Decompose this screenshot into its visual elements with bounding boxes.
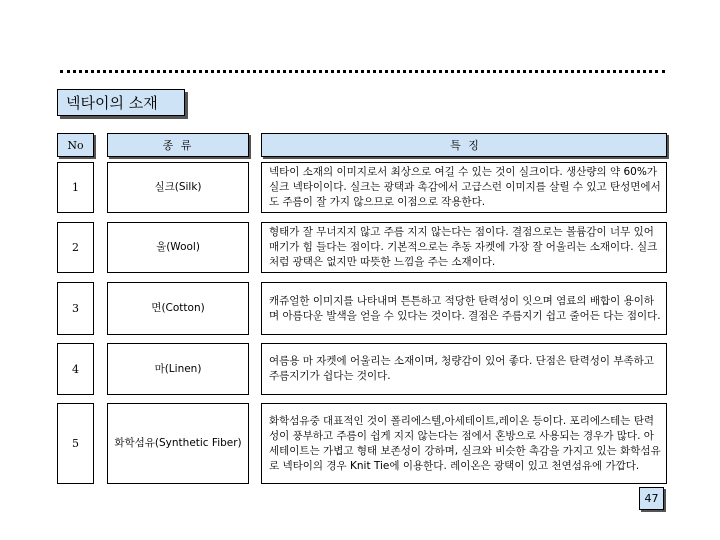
page-number: 47 bbox=[639, 487, 664, 510]
row-kind: 마(Linen) bbox=[107, 343, 249, 395]
table-header bbox=[57, 133, 667, 157]
row-feature: 넥타이 소재의 이미지로서 최상으로 여길 수 있는 것이 실크이다. 생산량의 약 60%가 실크 넥타이이다. 실크는 광택과 촉감에서 고급스런 이미지를 살릴 수 있고 탄성면에서도 주름이 잘 가지 않으므로 이점으로 작용한다. bbox=[261, 162, 667, 213]
row-kind: 울(Wool) bbox=[107, 222, 249, 273]
row-kind: 화학섬유(Synthetic Fiber) bbox=[107, 403, 249, 484]
row-feature: 형태가 잘 무너지지 않고 주름 지지 않는다는 점이다. 결점으로는 볼륨감이 너무 있어 매기가 힘 들다는 점이다. 기본적으로는 추동 자켓에 가장 잘 어울리는 소재이다. 실크처럼 광택은 없지만 따뜻한 느낌을 주는 소재이다. bbox=[261, 222, 667, 273]
page-title: 넥타이의 소재 bbox=[57, 89, 185, 116]
row-feature: 여름용 마 자켓에 어울리는 소재이며, 청량감이 있어 좋다. 단점은 탄력성이 부족하고 주름지기가 쉽다는 것이다. bbox=[261, 343, 667, 395]
row-kind: 실크(Silk) bbox=[107, 162, 249, 213]
header-no: No bbox=[57, 133, 94, 157]
header-feature: 특 징 bbox=[261, 133, 667, 157]
header-kind: 종 류 bbox=[107, 133, 249, 157]
row-no: 5 bbox=[57, 403, 94, 484]
dotted-divider bbox=[60, 70, 665, 73]
row-feature: 캐쥬얼한 이미지를 나타내며 튼튼하고 적당한 탄력성이 잇으며 염료의 배합이 용이하며 아름다운 발색을 얻을 수 있다는 것이다. 결점은 주름지기 쉽고 줄어든 다는 점이다. bbox=[261, 282, 667, 335]
row-no: 3 bbox=[57, 282, 94, 335]
table-row bbox=[57, 282, 667, 335]
table-row bbox=[57, 403, 667, 484]
row-no: 2 bbox=[57, 222, 94, 273]
row-no: 1 bbox=[57, 162, 94, 213]
row-no: 4 bbox=[57, 343, 94, 395]
table-row bbox=[57, 222, 667, 273]
table-row bbox=[57, 162, 667, 213]
row-kind: 면(Cotton) bbox=[107, 282, 249, 335]
table-row bbox=[57, 343, 667, 395]
row-feature: 화학섬유중 대표적인 것이 폴리에스텔,아세테이트,레이온 등이다. 포리에스테는 탄력성이 풍부하고 주름이 쉽게 지지 않는다는 점에서 혼방으로 사용되는 경우가 많다. 아세테이트는 가볍고 형태 보존성이 강하며, 실크와 비슷한 촉감을 가지고 있는 화학섬유로 넥타이의 경우 Knit Tie에 이용한다. 레이온은 광택이 있고 천연섬유에 가깝다. bbox=[261, 403, 667, 484]
